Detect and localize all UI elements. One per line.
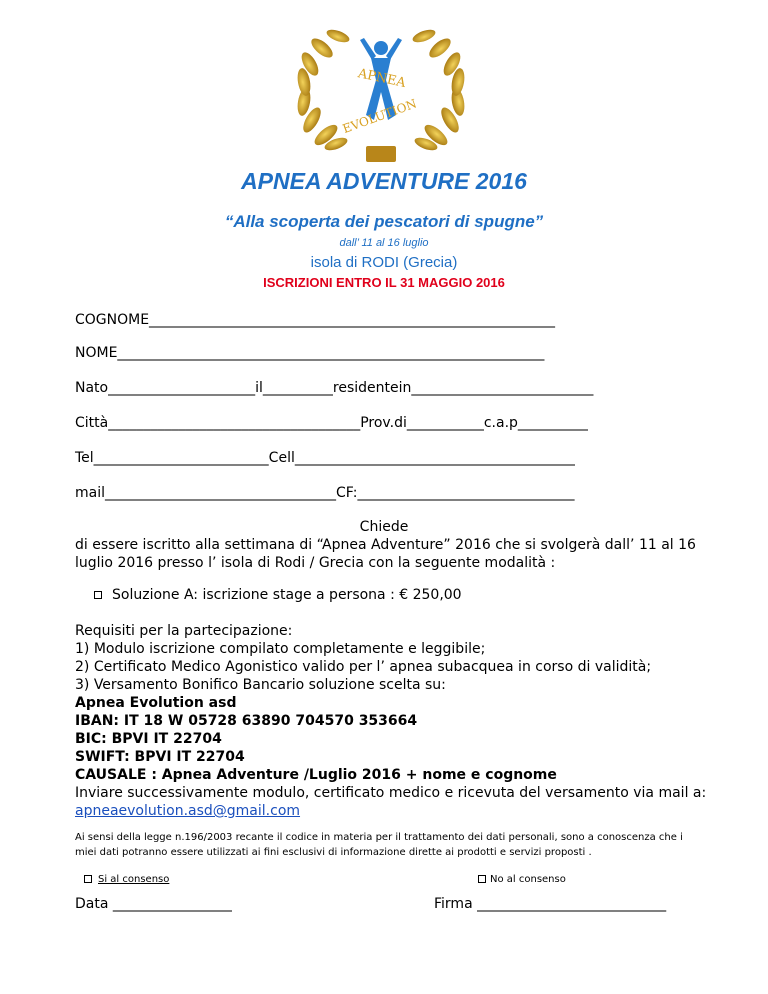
requirement-2: 2) Certificato Medico Agonistico valido per l’ apnea subacquea in corso di validità;: [75, 659, 652, 675]
privacy-line-1: Ai sensi della legge n.196/2003 recante il codice in materia per il trattamento dei dati personali, sono a conoscenza che i: [75, 832, 683, 843]
consent-yes-checkbox[interactable]: [84, 875, 92, 883]
event-title: APNEA ADVENTURE 2016: [241, 168, 527, 194]
mail-cf-field[interactable]: mail_________________________________CF:_______________________________: [75, 485, 575, 501]
swift: SWIFT: BPVI IT 22704: [75, 749, 245, 765]
option-a-label: Soluzione A: iscrizione stage a persona : € 250,00: [112, 587, 462, 603]
request-heading: Chiede: [359, 519, 409, 535]
phone-field[interactable]: Tel_________________________Cell________________________________________: [75, 450, 575, 466]
logo-arc-text-bottom: EVOLUTION: [340, 96, 419, 137]
consent-no-checkbox[interactable]: [478, 875, 486, 883]
request-text-line-1: di essere iscritto alla settimana di “Apnea Adventure” 2016 che si svolgerà dall’ 11 al 16: [75, 537, 696, 553]
city-field[interactable]: Città____________________________________Prov.di___________c.a.p__________: [75, 415, 588, 431]
apnea-evolution-logo: [286, 20, 476, 170]
contact-email-link[interactable]: apneaevolution.asd@gmail.com: [75, 803, 301, 819]
consent-no-option[interactable]: [478, 872, 566, 887]
account-holder: Apnea Evolution asd: [75, 695, 237, 711]
consent-yes-label: Si al consenso: [98, 874, 170, 885]
consent-no-label: No al consenso: [490, 874, 566, 885]
registration-deadline: ISCRIZIONI ENTRO IL 31 MAGGIO 2016: [263, 275, 505, 290]
event-subtitle: “Alla scoperta dei pescatori di spugne”: [224, 212, 544, 231]
consent-yes-option[interactable]: [84, 872, 169, 887]
requirements-heading: Requisiti per la partecipazione:: [75, 623, 293, 639]
iban: IBAN: IT 18 W 05728 63890 704570 353664: [75, 713, 418, 729]
event-place: isola di RODI (Grecia): [310, 254, 458, 271]
request-text-line-2: luglio 2016 presso l’ isola di Rodi / Grecia con la seguente modalità :: [75, 555, 556, 571]
name-field[interactable]: NOME_____________________________________________________________: [75, 345, 545, 361]
requirement-1: 1) Modulo iscrizione compilato completamente e leggibile;: [75, 641, 486, 657]
date-field[interactable]: Data _________________: [75, 896, 232, 912]
option-a-checkbox[interactable]: [94, 591, 102, 599]
option-a[interactable]: [94, 586, 462, 604]
requirement-3: 3) Versamento Bonifico Bancario soluzione scelta su:: [75, 677, 446, 693]
logo-arc-text-top: APNEA: [356, 66, 407, 91]
signature-field[interactable]: Firma ___________________________: [434, 896, 667, 912]
payment-reference: CAUSALE : Apnea Adventure /Luglio 2016 + nome e cognome: [75, 767, 557, 783]
send-instructions: Inviare successivamente modulo, certificato medico e ricevuta del versamento via mail a:: [75, 785, 707, 801]
bic: BIC: BPVI IT 22704: [75, 731, 222, 747]
privacy-line-2: miei dati potranno essere utilizzati ai fini esclusivi di informazione dirette ai prodotti e servizi proposti .: [75, 847, 592, 858]
event-dates: dall’ 11 al 16 luglio: [339, 237, 429, 249]
surname-field[interactable]: COGNOME__________________________________________________________: [75, 312, 556, 328]
birth-residence-field[interactable]: Nato_____________________il__________residentein__________________________: [75, 380, 594, 396]
